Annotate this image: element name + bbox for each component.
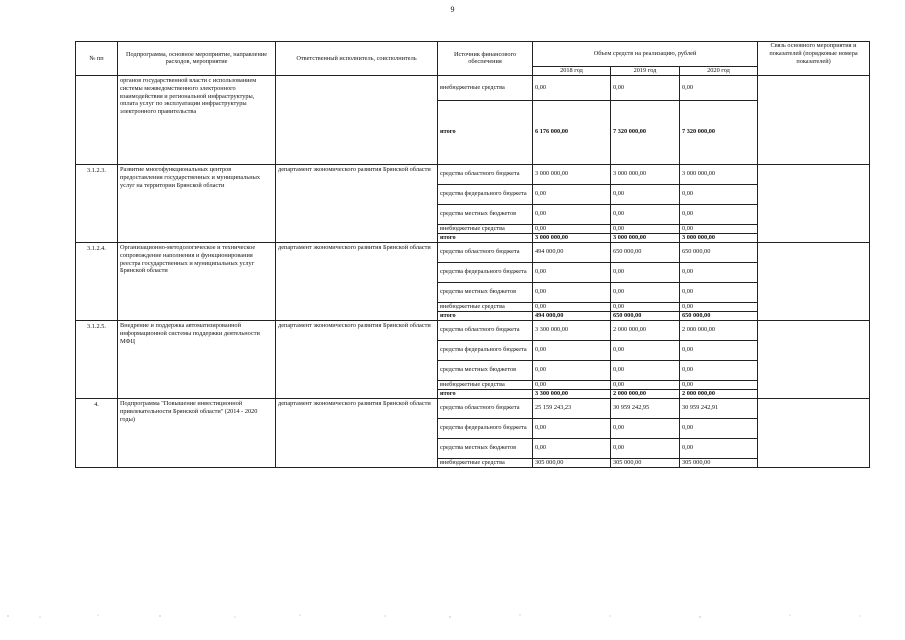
row-source: итого — [438, 311, 533, 320]
value-2019: 650 000,00 — [611, 311, 680, 320]
row-source: средства областного бюджета — [438, 242, 533, 262]
row-source: средства местных бюджетов — [438, 438, 533, 458]
row-source: внебюджетные средства — [438, 302, 533, 311]
value-2018: 0,00 — [533, 302, 611, 311]
row-responsible: департамент экономического развития Брянской области — [276, 320, 438, 398]
row-responsible: департамент экономического развития Брянской области — [276, 164, 438, 242]
row-link — [758, 242, 870, 320]
row-source: итого — [438, 233, 533, 242]
value-2019: 0,00 — [611, 282, 680, 302]
value-2020: 3 000 000,00 — [680, 164, 758, 184]
row-source: внебюджетные средства — [438, 224, 533, 233]
value-2018: 3 000 000,00 — [533, 233, 611, 242]
table-row — [76, 320, 870, 340]
value-2020: 650 000,00 — [680, 242, 758, 262]
value-2018: 0,00 — [533, 418, 611, 438]
row-source: итого — [438, 389, 533, 398]
value-2020: 0,00 — [680, 184, 758, 204]
header-year-2018: 2018 год — [533, 67, 611, 76]
value-2019: 3 000 000,00 — [611, 164, 680, 184]
value-2019: 0,00 — [611, 184, 680, 204]
scan-specks — [0, 610, 905, 622]
row-description: органов государственной власти с использованием системы межведомственного электронного взаимодействия и региональной инфраструктуры, оплата услуг по эксплуатации инфраструктуры электронного правительства — [118, 75, 276, 164]
row-source: средства областного бюджета — [438, 398, 533, 418]
value-2020: 0,00 — [680, 302, 758, 311]
value-2018: 494 000,00 — [533, 311, 611, 320]
value-2019: 2 000 000,00 — [611, 389, 680, 398]
value-2018: 0,00 — [533, 224, 611, 233]
value-2018: 494 000,00 — [533, 242, 611, 262]
row-source: средства федерального бюджета — [438, 340, 533, 360]
value-2019: 0,00 — [611, 262, 680, 282]
value-2019: 0,00 — [611, 75, 680, 100]
row-responsible: департамент экономического развития Брянской области — [276, 398, 438, 467]
value-2020: 7 320 000,00 — [680, 100, 758, 164]
value-2020: 650 000,00 — [680, 311, 758, 320]
row-number: 3.1.2.5. — [76, 320, 118, 398]
row-link — [758, 164, 870, 242]
value-2018: 0,00 — [533, 184, 611, 204]
value-2018: 25 159 243,23 — [533, 398, 611, 418]
value-2020: 0,00 — [680, 262, 758, 282]
value-2020: 3 000 000,00 — [680, 233, 758, 242]
value-2019: 2 000 000,00 — [611, 320, 680, 340]
row-source: итого — [438, 100, 533, 164]
value-2019: 0,00 — [611, 224, 680, 233]
value-2020: 0,00 — [680, 204, 758, 224]
value-2018: 0,00 — [533, 204, 611, 224]
page-number: 9 — [450, 5, 455, 14]
row-link — [758, 320, 870, 398]
row-source: средства местных бюджетов — [438, 204, 533, 224]
row-source: внебюджетные средства — [438, 458, 533, 467]
row-number: 4. — [76, 398, 118, 467]
header-source: Источник финансового обеспечения — [438, 42, 533, 76]
value-2020: 0,00 — [680, 360, 758, 380]
row-source: средства федерального бюджета — [438, 262, 533, 282]
value-2020: 2 000 000,00 — [680, 389, 758, 398]
row-source: средства местных бюджетов — [438, 360, 533, 380]
row-source: средства местных бюджетов — [438, 282, 533, 302]
value-2019: 0,00 — [611, 360, 680, 380]
value-2019: 0,00 — [611, 438, 680, 458]
value-2018: 3 000 000,00 — [533, 164, 611, 184]
value-2018: 6 176 000,00 — [533, 100, 611, 164]
value-2020: 0,00 — [680, 418, 758, 438]
value-2019: 0,00 — [611, 340, 680, 360]
header-subprogram: Подпрограмма, основное мероприятие, направление расходов, мероприятие — [118, 42, 276, 76]
value-2020: 0,00 — [680, 282, 758, 302]
header-responsible: Ответственный исполнитель, соисполнитель — [276, 42, 438, 76]
value-2019: 7 320 000,00 — [611, 100, 680, 164]
value-2019: 305 000,00 — [611, 458, 680, 467]
row-link — [758, 75, 870, 164]
value-2020: 0,00 — [680, 438, 758, 458]
value-2020: 2 000 000,00 — [680, 320, 758, 340]
row-description: Подпрограмма "Повышение инвестиционной привлекательности Брянской области" (2014 - 2020 годы) — [118, 398, 276, 467]
value-2019: 3 000 000,00 — [611, 233, 680, 242]
header-link: Связь основного мероприятия и показателей (порядковые номера показателей) — [758, 42, 870, 76]
row-description: Внедрение и поддержка автоматизированной информационной системы поддержки деятельности МФЦ — [118, 320, 276, 398]
row-source: средства федерального бюджета — [438, 184, 533, 204]
value-2019: 30 959 242,95 — [611, 398, 680, 418]
header-num: № пп — [76, 42, 118, 76]
value-2020: 0,00 — [680, 224, 758, 233]
value-2018: 0,00 — [533, 380, 611, 389]
row-source: средства областного бюджета — [438, 320, 533, 340]
row-responsible — [276, 75, 438, 164]
table-row — [76, 398, 870, 418]
value-2019: 0,00 — [611, 418, 680, 438]
value-2018: 3 300 000,00 — [533, 389, 611, 398]
value-2019: 0,00 — [611, 302, 680, 311]
row-number: 3.1.2.4. — [76, 242, 118, 320]
value-2018: 3 300 000,00 — [533, 320, 611, 340]
table-row — [76, 164, 870, 184]
value-2018: 305 000,00 — [533, 458, 611, 467]
value-2018: 0,00 — [533, 438, 611, 458]
row-source: внебюджетные средства — [438, 75, 533, 100]
row-source: средства областного бюджета — [438, 164, 533, 184]
value-2020: 0,00 — [680, 340, 758, 360]
row-link — [758, 398, 870, 467]
table-row — [76, 242, 870, 262]
row-source: средства федерального бюджета — [438, 418, 533, 438]
table-body — [76, 75, 870, 467]
row-number: 3.1.2.3. — [76, 164, 118, 242]
value-2020: 0,00 — [680, 380, 758, 389]
header-year-2019: 2019 год — [611, 67, 680, 76]
funding-table — [75, 41, 870, 468]
value-2018: 0,00 — [533, 262, 611, 282]
value-2019: 0,00 — [611, 380, 680, 389]
row-responsible: департамент экономического развития Брянской области — [276, 242, 438, 320]
value-2018: 0,00 — [533, 75, 611, 100]
table-header — [76, 42, 870, 76]
value-2018: 0,00 — [533, 360, 611, 380]
row-description: Развитие многофункциональных центров предоставления государственных и муниципальных услуг на территории Брянской области — [118, 164, 276, 242]
row-number — [76, 75, 118, 164]
row-source: внебюджетные средства — [438, 380, 533, 389]
value-2020: 30 959 242,91 — [680, 398, 758, 418]
value-2019: 650 000,00 — [611, 242, 680, 262]
table-row — [76, 75, 870, 100]
header-funds: Объем средств на реализацию, рублей — [533, 42, 758, 67]
value-2018: 0,00 — [533, 282, 611, 302]
value-2018: 0,00 — [533, 340, 611, 360]
value-2019: 0,00 — [611, 204, 680, 224]
header-year-2020: 2020 год — [680, 67, 758, 76]
row-description: Организационно-методологическое и техническое сопровождение наполнения и функционирования реестра государственных и муниципальных услуг Брянской области — [118, 242, 276, 320]
value-2020: 305 000,00 — [680, 458, 758, 467]
value-2020: 0,00 — [680, 75, 758, 100]
